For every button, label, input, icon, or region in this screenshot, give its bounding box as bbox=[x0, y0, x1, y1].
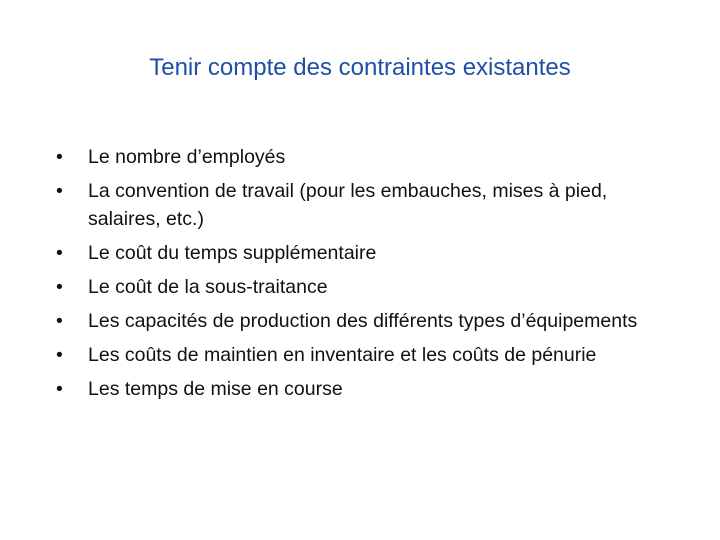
bullet-item-inventory-shortage-costs bbox=[56, 341, 656, 369]
bullet-icon: • bbox=[56, 310, 63, 332]
bullet-text: Le coût du temps supplémentaire bbox=[88, 242, 377, 264]
bullet-text: La convention de travail (pour les embauches, mises à pied, salaires, etc.) bbox=[88, 180, 608, 230]
bullet-text: Le nombre d’employés bbox=[88, 146, 286, 168]
bullet-item-setup-times bbox=[56, 375, 656, 403]
bullet-item-overtime-cost bbox=[56, 239, 656, 267]
bullet-icon: • bbox=[56, 146, 63, 168]
slide-title: Tenir compte des contraintes existantes bbox=[149, 54, 571, 81]
bullet-text: Les capacités de production des différents types d’équipements bbox=[88, 310, 638, 332]
bullet-icon: • bbox=[56, 276, 63, 298]
bullet-list bbox=[56, 143, 656, 409]
bullet-icon: • bbox=[56, 180, 63, 202]
bullet-icon: • bbox=[56, 344, 63, 366]
bullet-text: Les temps de mise en course bbox=[88, 378, 343, 400]
bullet-item-labor-agreement bbox=[56, 177, 656, 233]
bullet-item-subcontracting-cost bbox=[56, 273, 656, 301]
bullet-item-equipment-capacity bbox=[56, 307, 656, 335]
bullet-item-employees bbox=[56, 143, 656, 171]
bullet-text: Les coûts de maintien en inventaire et les coûts de pénurie bbox=[88, 344, 597, 366]
bullet-text: Le coût de la sous-traitance bbox=[88, 276, 328, 298]
bullet-icon: • bbox=[56, 378, 63, 400]
bullet-icon: • bbox=[56, 242, 63, 264]
